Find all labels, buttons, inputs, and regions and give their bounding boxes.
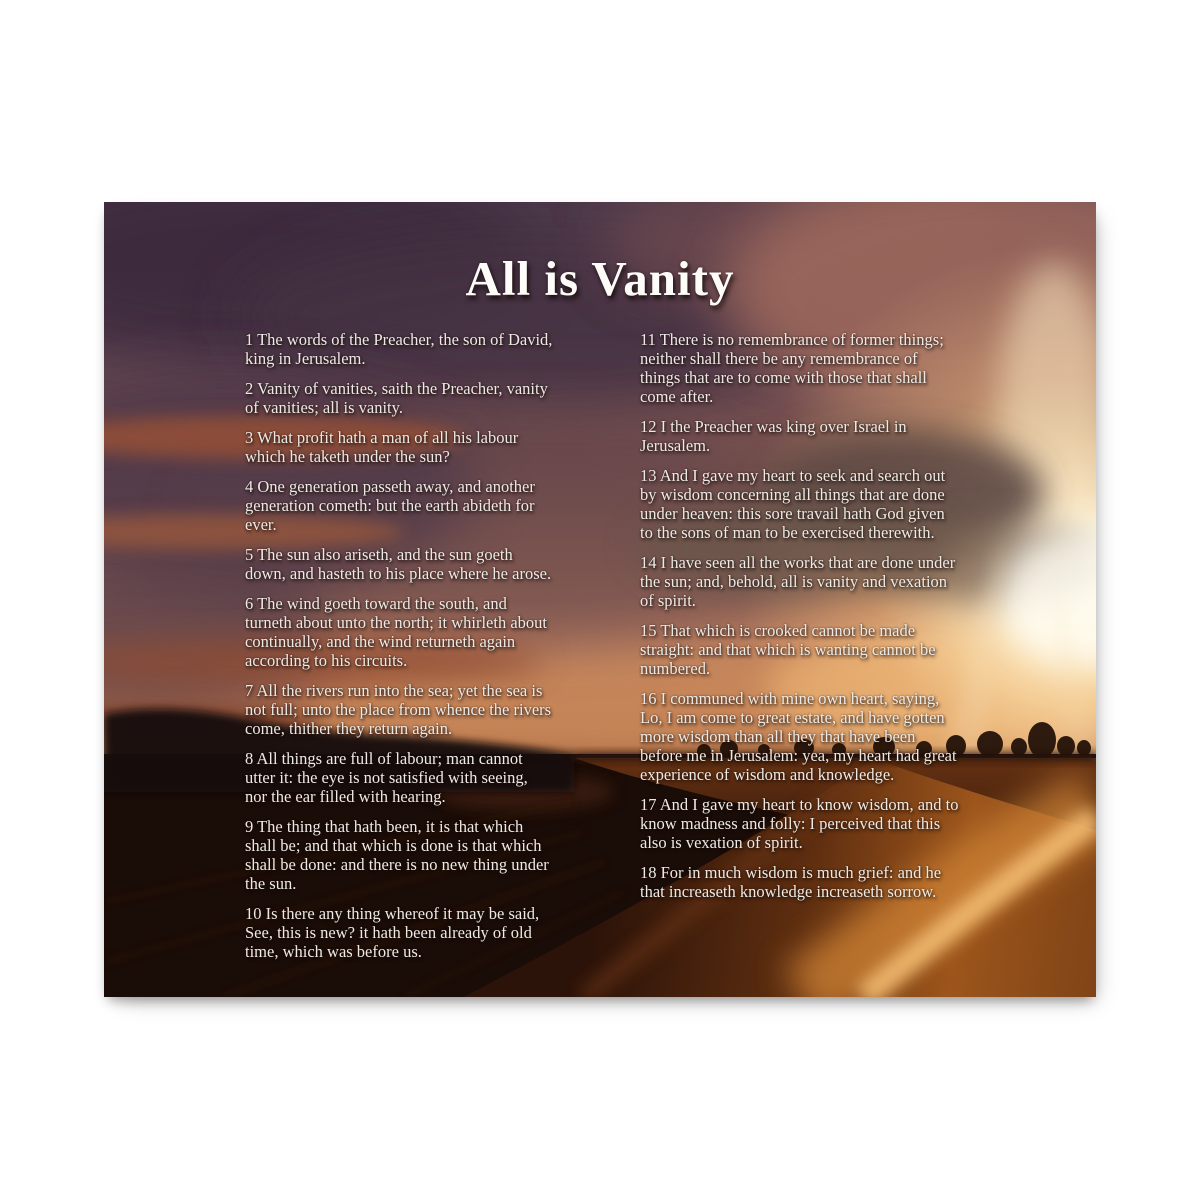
verse-paragraph: 13 And I gave my heart to seek and search out by wisdom concerning all things that are done under heaven: this sore travail hath God given to the sons of man to be exercised therewith. [640,466,946,542]
verse-paragraph: 10 Is there any thing whereof it may be said, See, this is new? it hath been already of old time, which was before us. [245,904,540,961]
verse-paragraph: 11 There is no remembrance of former things; neither shall there be any remembrance of things that are to come with those that shall come after. [640,330,944,406]
verses-column-right [640,330,960,912]
verse-paragraph: 3 What profit hath a man of all his labour which he taketh under the sun? [245,428,519,466]
verse-paragraph: 1 The words of the Preacher, the son of David, king in Jerusalem. [245,330,553,368]
verse-paragraph: 15 That which is crooked cannot be made straight: and that which is wanting cannot be numbered. [640,621,936,678]
verse-paragraph: 8 All things are full of labour; man cannot utter it: the eye is not satisfied with seeing, nor the ear filled with hearing. [245,749,528,806]
verse-paragraph: 16 I communed with mine own heart, saying, Lo, I am come to great estate, and have gotten more wisdom than all they that have been before me in Jerusalem: yea, my heart had great experience of wisdom and knowledge. [640,689,957,784]
verse-paragraph: 18 For in much wisdom is much grief: and he that increaseth knowledge increaseth sorrow. [640,863,942,901]
verse-paragraph: 14 I have seen all the works that are done under the sun; and, behold, all is vanity and vexation of spirit. [640,553,956,610]
verse-paragraph: 17 And I gave my heart to know wisdom, and to know madness and folly: I perceived that this also is vexation of spirit. [640,795,959,852]
verse-paragraph: 9 The thing that hath been, it is that which shall be; and that which is done is that which shall be done: and there is no new thing under the sun. [245,817,549,893]
verse-paragraph: 4 One generation passeth away, and another generation cometh: but the earth abideth for ever. [245,477,535,534]
canvas-print [104,202,1096,997]
verse-paragraph: 12 I the Preacher was king over Israel in Jerusalem. [640,417,907,455]
verse-paragraph: 2 Vanity of vanities, saith the Preacher, vanity of vanities; all is vanity. [245,379,548,417]
page-title: All is Vanity [465,251,735,306]
verses-column-left [245,330,553,972]
verse-paragraph: 6 The wind goeth toward the south, and turneth about unto the north; it whirleth about continually, and the wind returneth again according to his circuits. [245,594,547,670]
verse-paragraph: 7 All the rivers run into the sea; yet the sea is not full; unto the place from whence the rivers come, thither they return again. [245,681,552,738]
verse-paragraph: 5 The sun also ariseth, and the sun goeth down, and hasteth to his place where he arose. [245,545,552,583]
